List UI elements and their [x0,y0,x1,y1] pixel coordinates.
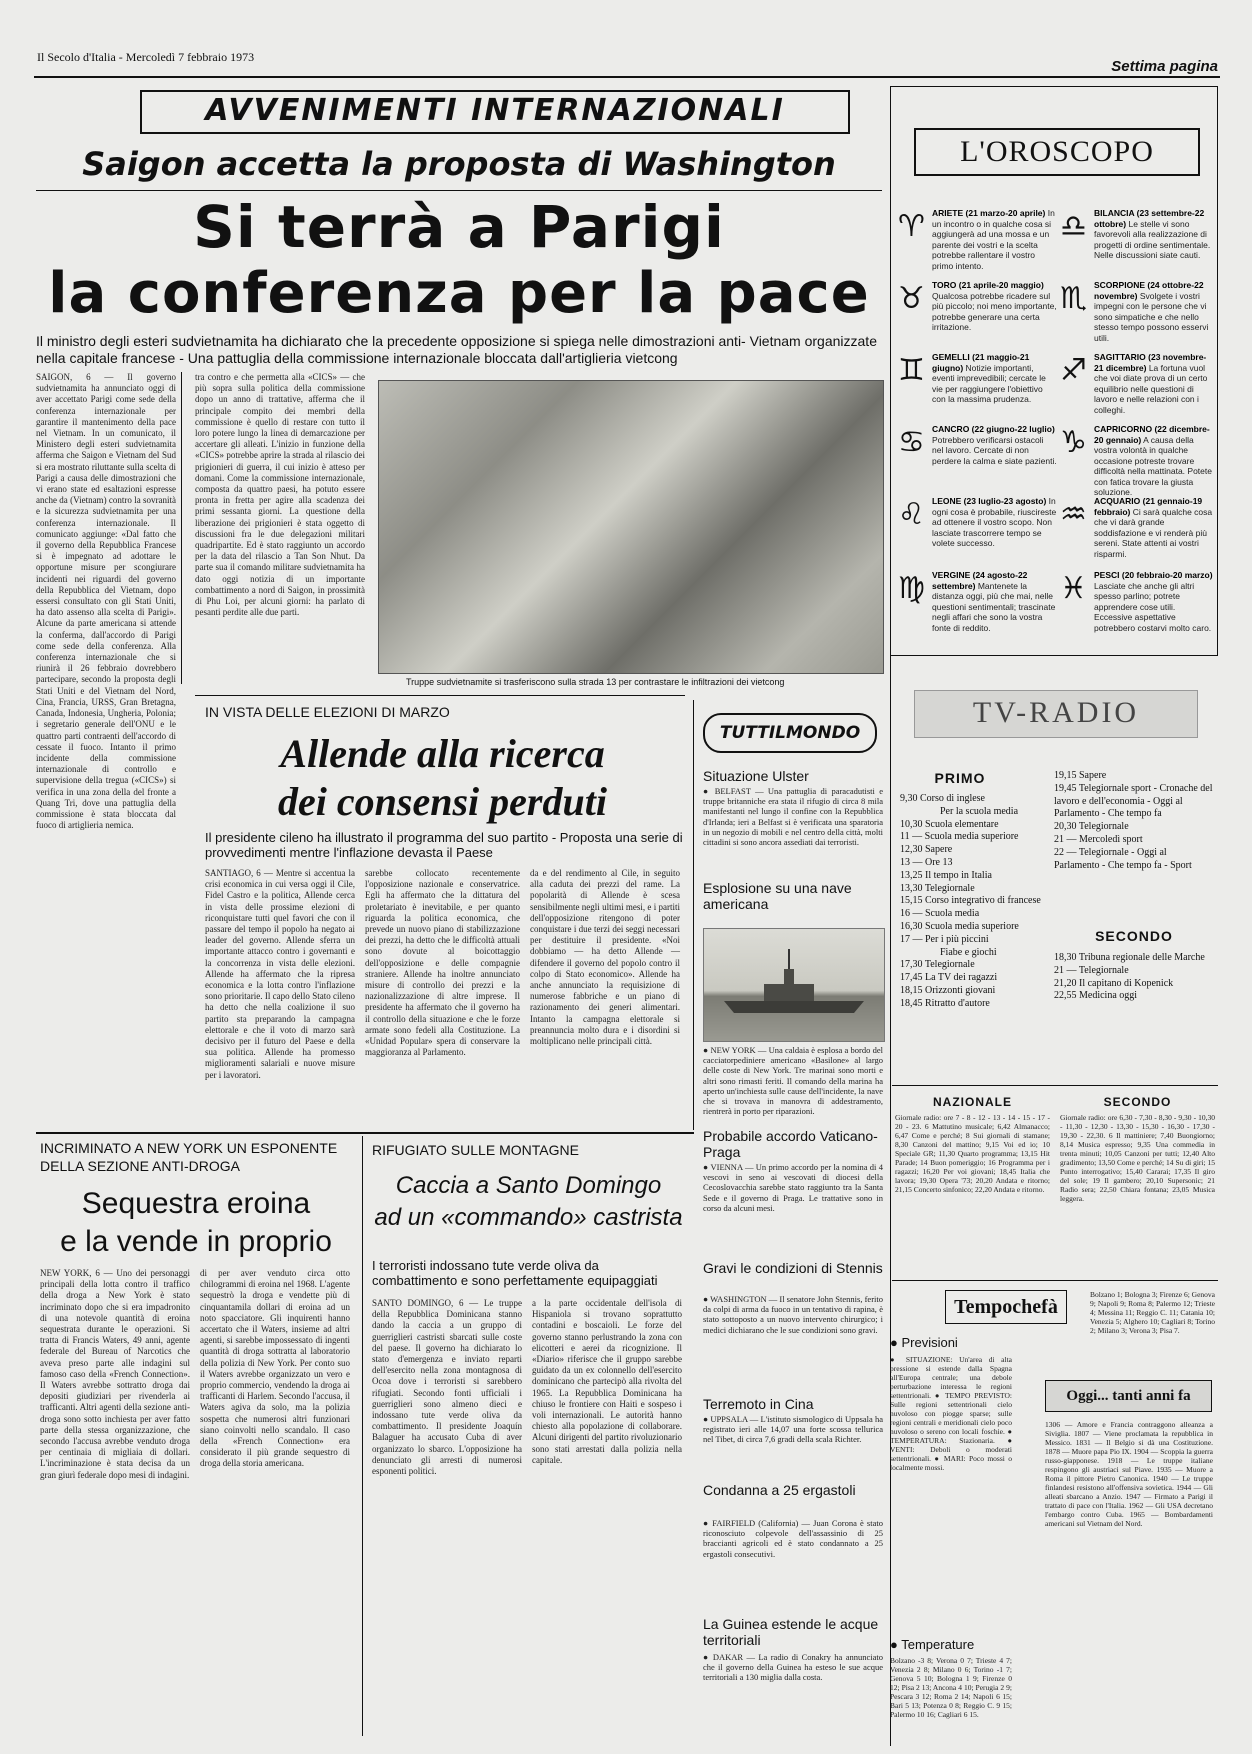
droga-kicker-1: INCRIMINATO A NEW YORK UN ESPONENTE [40,1140,338,1156]
taurus-icon: ♉ [898,281,925,316]
tm-text-3: ● VIENNA — Un primo accordo per la nomina di 4 vescovi in seno ai vescovati di diocesi della Cecoslovacchia sarebbe stato raggiunto tra la Santa Sede e il governo di Praga. Le trattative sono in corso da alcuni mesi. [703,1162,883,1213]
sign-pesci: PESCI (20 febbraio-20 marzo) Lasciate che anche gli altri spesso parlino; potrete apprendere cose utili. Eccessive aspettative potrebbero costarvi molto caro. [1094,570,1213,633]
section-banner: AVVENIMENTI INTERNAZIONALI [140,90,850,134]
allende-kicker: IN VISTA DELLE ELEZIONI DI MARZO [205,704,450,720]
tv-primo-evening: 19,15 Sapere 19,45 Telegiornale sport - Cronache del lavoro e dell'economia - Oggi al Parlamento - Che tempo fa 20,30 Telegiornale 21 — Mercoledì sport 22 — Telegiornale - Oggi al Parlamento - Che tempo fa - Sport [1054,770,1213,871]
folio-left: Il Secolo d'Italia - Mercoledì 7 febbraio 1973 [37,50,255,64]
allende-headline-2: dei consensi perduti [278,779,607,824]
oggi-title: Oggi... tanti anni fa [1045,1380,1212,1412]
tm-text-1: ● BELFAST — Una pattuglia di paracadutisti e truppe britanniche era stata il rifugio di circa 8 mila manifestanti nel lungo il confine con la Repubblica d'Irlanda; ieri a Belfast si è verificata una sparatoria in un negozio di mobili e nel centro della città, molti cittadini si sono ancora assediati dai terroristi. [703,786,883,848]
allende-col-1: SANTIAGO, 6 — Mentre si accentua la crisi economica in cui versa oggi il Cile, Fidel Castro e la politica, Allende cerca in vista delle prossime elezioni di riconquistare tutti quel favori che con il passare del tempo il popolo ha negato ai leader del governo. Allende sferra un importante attacco contro i governanti e la concorrenza in vista delle elezioni. Allende ha affermato che la ripresa economica e la lotta contro l'inflazione sono prioritarie. Il capo dello Stato cileno ha detto che nella coalizione il suo partito sta preparando la campagna elettorale e che il voto di marzo sarà decisivo per il futuro del Paese e della sua politica. Allende ha promesso miglioramenti salariali e nuove misure per i lavoratori. [205,868,355,1080]
tv-radio-title: TV-RADIO [914,690,1198,738]
tm-text-7: ● DAKAR — La radio di Conakry ha annunciato che il governo della Guinea ha esteso le sue acque territoriali a 130 miglia dalla costa. [703,1652,883,1683]
droga-col-2: di per aver venduto circa otto chilogrammi di eroina nel 1968. L'agente sequestrò la droga e vendette più di cinquantamila dollari di eroina ad un noto spacciatore. Gli inquirenti hanno accertato che il Waters, insieme ad altri agenti, si sarebbe impossessato di ingenti quantità di droga sottratta al laboratorio della polizia di New York. Per conto suo il Waters avrebbe organizzato un vero e proprio commercio, vendendo la droga ai trafficanti di Harlem. Secondo l'accusa, il Waters agiva da solo, ma la polizia sospetta che numerosi altri funzionari siano coinvolti nello scandalo. Il caso della «French Connection» era considerato il più grande sequestro di droga della storia americana. [200,1268,350,1469]
sd-summary: I terroristi indossano tute verde oliva da combattimento e sono perfettamente equipaggiati [372,1258,658,1288]
lead-col-1: SAIGON, 6 — Il governo sudvietnamita ha annunciato oggi di aver accettato Parigi come sede della conferenza internazionale per garantire il mantenimento della pace nel Vietnam. In un comunicato, il Ministero degli esteri sudvietnamita afferma che Saigon e Vietnam del Sud si era mostrato riluttante sulla scelta di Parigi a causa delle dimostrazioni che vi erano state ed esaltazioni espresse anche da (Vietnam) contro la sovranità e la sicurezza sudvietnamita per una conferenza internazionale. Il comunicato aggiunge: «Dal fatto che il governo della Repubblica Francese si è impegnato ad adottare le opportune misure per scongiurare incidenti nei riguardi del governo della Repubblica del Vietnam, dopo essersi consultato con gli Stati Uniti, ha dato assenso alla scelta di Parigi». Alcune da parte americana si attende la conferma, dall'accordo di Parigi come sede della conferenza. Alla conferenza internazionale che si riunirà il 26 febbraio dovrebbero partecipare, secondo la proposta degli Stati Uniti e del Vietnam del Nord, Cina, Francia, URSS, Gran Bretagna, Canada, Indonesia, Ungheria, Polonia; i segretario generale dell'ONU e le quattro parti contraenti dell'accordo di cessate il fuoco. Intanto il primo incidente della commissione internazionale di controllo e supervisione della tregua («CICS») si verifica in una zona della del fronte a Quang Tri, dove una pattuglia della commissione è stata bloccata dal fuoco di artiglieria nemica. [36,372,176,831]
temperature-label: ● Temperature [890,1637,975,1652]
virgo-icon: ♍ [898,571,925,606]
lead-photo-caption: Truppe sudvietnamite si trasferiscono sulla strada 13 per contrastare le infiltrazioni dei vietcong [406,677,785,687]
tm-title-6: Condanna a 25 ergastoli [703,1482,856,1498]
tm-title-7: La Guinea estende le acque territoriali [703,1616,879,1648]
tempochefa-title: Tempochefà [945,1290,1067,1324]
ship-photo [703,928,885,1042]
sagittarius-icon: ♐ [1060,353,1087,388]
tuttilmondo-logo: TUTTILMONDO [703,713,877,753]
allende-col-3: da e del rendimento al Cile, in seguito alla caduta dei prezzi del rame. La popolarità di Allende è scesa sensibilmente negli ultimi mesi, e i partiti dell'opposizione ritengono di poter conquistare i due terzi dei seggi necessari per destituire il presidente. «Noi dobbiamo — ha detto Allende — difendere il governo del popolo contro il colpo di Stato economico». Allende ha anche annunciato la requisizione di numerose fabbriche e un piano di razionamento dei generi alimentari. Intanto la campagna elettorale si preannuncia molto dura e i disordini si moltiplicano nelle principali città. [530,868,680,1047]
libra-icon: ♎ [1060,209,1087,244]
pisces-icon: ♓ [1060,571,1087,606]
sign-acquario: ACQUARIO (21 gennaio-19 febbraio) Ci sarà qualche cosa che vi darà grande soddisfazione e vi renderà più sereni. State attenti ai vostri risparmi. [1094,496,1213,559]
sign-leone: LEONE (23 luglio-23 agosto) In ogni cosa è probabile, riuscireste ad ottenere il vostro scopo. Non lasciate trascorrere tempo se volete successo. [932,496,1057,548]
allende-col-2: sarebbe collocato recentemente l'opposizione nazionale e conservatrice. Egli ha affermato che la dittatura del proletariato è inevitabile, e per quanto riguarda la politica economica, che prevede un nuovo piano di stabilizzazione dei prezzi, ha detto che le difficoltà attuali sono dovute al boicottaggio dell'opposizione e delle compagnie straniere. Allende ha inoltre annunciato misure di controllo dei prezzi e la nazionalizzazione di altre imprese. Il presidente ha affermato che il governo ha il controllo della situazione e che le forze armate sono fedeli alla Costituzione. La «Unidad Popular» spera di conservare la maggioranza al Parlamento. [365,868,520,1058]
previsioni-text: ● SITUAZIONE: Un'area di alta pressione si estende dalla Spagna all'Europa centrale; una debole perturbazione interessa le regioni settentrionali. ● TEMPO PREVISTO: Sulle regioni settentrionali cielo nuvoloso con piogge sparse; sulle regioni centrali e meridionali cielo poco nuvoloso o sereno con locali foschie. ● TEMPERATURA: Stazionaria. ● VENTI: Deboli o moderati settentrionali. ● MARI: Poco mossi o localmente mossi. [890,1355,1012,1472]
sign-scorpione: SCORPIONE (24 ottobre-22 novembre) Svolgete i vostri impegni con le persone che vi sono simpatiche e che nello stesso tempo possono esservi utili. [1094,280,1209,343]
sign-vergine: VERGINE (24 agosto-22 settembre) Mantenete la distanza oggi, più che mai, nelle questioni sentimentali; trascinate negli affari che sono la vostra fonte di reddito. [932,570,1056,633]
cancer-icon: ♋ [898,425,925,460]
sd-headline-2: ad un «commando» castrista [374,1204,683,1231]
tm-text-2: ● NEW YORK — Una caldaia è esplosa a bordo del cacciatorpediniere americano «Basilone» al largo delle coste di New York. Tre marinai sono morti e altri sono rimasti feriti. Il comando della marina ha aperto un'inchiesta sulle cause dell'incidente, la nave che si trovava in manovra di addestramento, rientrerà in porto per riparazioni. [703,1045,883,1117]
sign-ariete: ARIETE (21 marzo-20 aprile) In un incontro o in qualche cosa si aggiungerà ad una mossa e un parente dei vostri e la scelta potrebbe rallentare il vostro primo intento. [932,208,1055,271]
tm-title-2: Esplosione su una nave americana [703,880,852,912]
lead-photo [378,380,884,674]
droga-headline-1: Sequestra eroina [81,1187,311,1220]
page-label: Settima pagina [1111,58,1218,75]
sign-capricorno: CAPRICORNO (22 dicembre-20 gennaio) A causa della vostra volontà in qualche occasione potreste trovare difficoltà nella mattinata. Potete con fatica trovare la giusta soluzione. [1094,424,1212,497]
droga-col-1: NEW YORK, 6 — Uno dei personaggi principali della lotta contro il traffico della droga a New York è stato incriminato dopo che si era impadronito di una notevole quantità di eroina sequestrata durante le operazioni. Si tratta di Francis Waters, 49 anni, agente federale del Bureau of Narcotics che aveva preso parte alle indagini sul famoso caso della «French Connection». Il Waters avrebbe sottratto droga dai depositi giudiziari per rivenderla ai trafficanti. Altri agenti della sezione anti-droga sono sotto inchiesta per aver fatto parte della stessa organizzazione, che secondo l'accusa avrebbe venduto droga per centinaia di migliaia di dollari. L'incriminazione è stata decisa da un gran giurì federale dopo mesi di indagini. [40,1268,190,1480]
sign-cancro: CANCRO (22 giugno-22 luglio) Potrebbero verificarsi ostacoli nel lavoro. Cercate di non perdere la calma e siate pazienti. [932,424,1057,466]
sd-kicker: RIFUGIATO SULLE MONTAGNE [372,1142,579,1158]
tempochefa-temp-extra: Bolzano 1; Bologna 3; Firenze 6; Genova 9; Napoli 9; Roma 8; Palermo 12; Trieste 4; Messina 11; Reggio C. 11; Catania 10; Venezia 5; Alghero 10; Cagliari 8; Torino 2; Milano 3; Verona 3; Pisa 7. [1090,1290,1215,1335]
tm-text-5: ● UPPSALA — L'istituto sismologico di Uppsala ha registrato ieri alle 14,07 una forte scossa tellurica nel Tibet, di circa 7,6 gradi della scala Richter. [703,1414,883,1445]
folio-rule [34,76,1220,78]
sd-headline-1: Caccia a Santo Domingo [395,1172,662,1199]
aquarius-icon: ♒ [1060,497,1087,532]
tv-primo-label: PRIMO [934,770,986,786]
radio-secondo-text: Giornale radio: ore 6,30 - 7,30 - 8,30 - 9,30 - 10,30 - 11,30 - 12,30 - 13,30 - 15,30 - 16,30 - 17,30 - 19,30 - 22,30. 6 Il mattiniere; 7,40 Buongiorno; 8,14 Musica espresso; 9,35 Una commedia in trenta minuti; 10,05 Canzoni per tutti; 12,40 Alto gradimento; 13,50 Come e perché; 14 Su di giri; 15 Punto interrogativo; 15,40 Cararai; 17,35 Il giro del sole; 19 Il gambero; 20,10 Supersonic; 21 Radio sera; 22,50 Chiara fontana; 23,05 Musica leggera. [1060,1113,1215,1203]
tm-title-1: Situazione Ulster [703,768,809,784]
lead-summary: Il ministro degli esteri sudvietnamita ha dichiarato che la precedente opposizione si spiega nelle dimostrazioni anti- Vietnam organizzate nella capitale francese - Una pattuglia della commissione internazionale bloccata dall'artiglieria vietcong [36,333,877,366]
tm-text-6: ● FAIRFIELD (California) — Juan Corona è stato riconosciuto colpevole dell'assassinio di 25 braccianti agricoli ed è stato condannato a 25 ergastoli consecutivi. [703,1518,883,1559]
previsioni-label: ● Previsioni [890,1335,958,1350]
droga-headline-2: e la vende in proprio [60,1225,332,1258]
lead-col-2: tra contro e che permetta alla «CICS» — che più sopra sulla politica della commissione dopo un anno di trattative, afferma che il principale compito dei membri della commissione è quello di restare con tutto il loro potere lungo la linea di demarcazione per accertare gli alleati. L'inizio in funzione della «CICS» potrebbe aprire la strada al rilascio dei prigionieri di guerra, il cui inizio è atteso per domani. Come la commissione internazionale, composta da quattro paesi, ha potuto essere pronta in fretta per agire alla scadenza dei primi sessanta giorni. La questione della liberazione dei prigionieri è stata oggetto di discussioni fra le due delegazioni militari quadripartite. Ed è stato raggiunto un accordo per la data del rilascio a Tan Son Nhut. Da parte sua il comando militare sudvietnamita ha dato oggi notizia di un importante combattimento a nord di Saigon, in prossimità di Phu Loi, per alcuni giorni: ha parlato di pesanti perdite alle due parti. [195,372,365,618]
sign-sagittario: SAGITTARIO (23 novembre-21 dicembre) La fortuna vuol che voi diate prova di un certo equilibrio nelle questioni di lavoro e nelle relazioni con i colleghi. [1094,352,1208,415]
tv-secondo-label: SECONDO [1095,928,1173,944]
tv-primo-list: 9,30 Corso di inglese Per la scuola media 10,30 Scuola elementare 11 — Scuola media superiore 12,30 Sapere 13 — Ore 13 13,25 Il tempo in Italia 13,30 Telegiornale 15,15 Corso integrativo di francese 16 — Scuola media 16,30 Scuola media superiore 17 — Per i più piccini Fiabe e giochi 17,30 Telegiornale 17,45 La TV dei ragazzi 18,15 Orizzonti giovani 18,45 Ritratto d'autore [900,793,1041,1009]
oggi-text: 1306 — Amore e Francia contraggono alleanza a Siviglia. 1807 — Viene proclamata la repubblica in Messico. 1831 — Il Belgio si dà una Costituzione. 1878 — Muore papa Pio IX. 1904 — Scoppia la guerra russo-giapponese. 1918 — Le truppe italiane respingono gli austriaci sul Piave. 1935 — Muore a Roma il pittore Pietro Canonica. 1940 — Le truppe finlandesi resistono all'offensiva sovietica. 1944 — Gli alleati sbarcano a Anzio. 1947 — Firmato a Parigi il trattato di pace con l'Italia. 1962 — Gli USA decretano l'embargo contro Cuba. 1965 — Bombardamenti americani sul Vietnam del Nord. [1045,1420,1213,1528]
tv-secondo-list: 18,30 Tribuna regionale delle Marche 21 — Telegiornale 21,20 Il capitano di Kopenick 22,55 Medicina oggi [1054,952,1205,1002]
tm-title-5: Terremoto in Cina [703,1396,814,1412]
leo-icon: ♌ [898,497,925,532]
radio-nazionale-text: Giornale radio: ore 7 - 8 - 12 - 13 - 14 - 15 - 17 - 20 - 23. 6 Mattutino musicale; 6,42 Almanacco; 6,47 Come e perché; 8 Sui giornali di stamane; 8,30 Canzoni del mattino; 9,15 Voi ed io; 10 Speciale GR; 11,30 Quarto programma; 13,15 Hit Parade; 14 Buon pomeriggio; 16 Programma per i ragazzi; 16,20 Per voi giovani; 18,45 Italia che lavora; 19,30 Opera '73; 20,20 Andata e ritorno; 21,15 Concerto sinfonico; 22,20 Andata e ritorno. [895,1113,1050,1194]
sign-toro: TORO (21 aprile-20 maggio) Qualcosa potrebbe ricadere sul più piccolo; noi meno importante, potrebbe generare una certa irritazione. [932,280,1057,332]
temperature-text: Bolzano -3 8; Verona 0 7; Trieste 4 7; Venezia 2 8; Milano 0 6; Torino -1 7; Genova 5 10; Bologna 1 9; Firenze 0 12; Pisa 2 13; Ancona 4 10; Perugia 2 9; Pescara 3 12; Roma 2 14; Napoli 6 15; Bari 5 13; Potenza 0 8; Reggio C. 9 15; Palermo 10 16; Cagliari 6 15. [890,1656,1012,1719]
allende-summary: Il presidente cileno ha illustrato il programma del suo partito - Proposta una serie di provvedimenti mentre l'inflazione devasta il Paese [205,830,683,860]
tm-title-4: Gravi le condizioni di Stennis [703,1260,883,1276]
radio-nazionale-label: NAZIONALE [933,1095,1012,1109]
sign-gemelli: GEMELLI (21 maggio-21 giugno) Notizie importanti, eventi imprevedibili; cercate le vie per raggiungere l'obiettivo con la massima prudenza. [932,352,1046,404]
overline-rule [36,190,882,191]
scorpio-icon: ♏ [1060,281,1087,316]
radio-secondo-label: SECONDO [1103,1095,1172,1109]
allende-headline-1: Allende alla ricerca [280,731,605,776]
ship-icon [704,929,884,1041]
oroscopo-title: L'OROSCOPO [914,128,1200,176]
capricorn-icon: ♑ [1060,425,1087,460]
lead-headline-2: la conferenza per la pace [48,261,870,326]
lead-headline-1: Si terrà a Parigi [193,193,725,261]
sd-col-1: SANTO DOMINGO, 6 — Le truppe della Repubblica Dominicana stanno dando la caccia a un gruppo di guerriglieri castristi sbarcati sulle coste del paese. Il governo ha dichiarato lo stato d'emergenza e inviato reparti dell'esercito nella zona montagnosa di Ocoa dove i terroristi si sarebbero rifugiati. Secondo fonti ufficiali i guerriglieri sono almeno dieci e indossano tute verde oliva da combattimento. Il presidente Joaquín Balaguer ha accusato Cuba di aver organizzato lo sbarco. L'opposizione ha denunciato gli arresti di numerosi esponenti politici. [372,1298,522,1477]
sign-bilancia: BILANCIA (23 settembre-22 ottobre) Le stelle vi sono favorevoli alla realizzazione di progetti di ordine sentimentale. Nelle discussioni siate cauti. [1094,208,1211,260]
sd-col-2: a la parte occidentale dell'isola di Hispaniola si trovano soprattutto contadini e boscaioli. Le forze del governo stanno perlustrando la zona con elicotteri e aerei da ricognizione. Il «Diario» riferisce che il gruppo sarebbe guidato da un ex colonnello dell'esercito dominicano che partecipò alla rivolta del 1965. La Repubblica Dominicana ha chiuso le frontiere con Haiti e sospeso i voli internazionali. Le autorità hanno chiesto alla popolazione di collaborare. Alcuni dirigenti del partito rivoluzionario sono stati arrestati dalla polizia nella capitale. [532,1298,682,1465]
aries-icon: ♈ [898,209,925,244]
gemini-icon: ♊ [898,353,925,388]
tm-title-3: Probabile accordo Vaticano-Praga [703,1128,878,1160]
droga-kicker-2: DELLA SEZIONE ANTI-DROGA [40,1158,240,1174]
tm-text-4: ● WASHINGTON — Il senatore John Stennis, ferito da colpi di arma da fuoco in un tentativo di rapina, è stato sottoposto a un nuovo intervento chirurgico; i medici dichiarano che le sue condizioni sono gravi. [703,1294,883,1335]
lead-overline: Saigon accetta la proposta di Washington [82,145,836,183]
